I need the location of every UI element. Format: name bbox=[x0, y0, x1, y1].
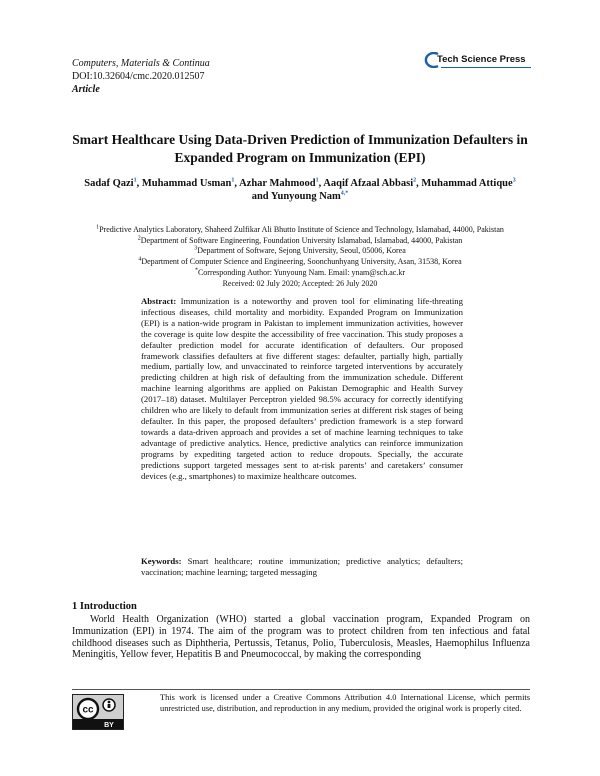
keywords bbox=[141, 556, 463, 578]
affiliation: $^3$Department of Software, Sejong University, Seoul, 05006, Korea bbox=[194, 245, 406, 256]
received-accepted-dates: Received: 02 July 2020; Accepted: 26 July 2020 bbox=[222, 278, 378, 288]
abstract-label: Abstract: bbox=[141, 296, 177, 306]
author: Muhammad Attique$^3$ bbox=[421, 177, 516, 189]
affiliation: $^4$Department of Computer Science and Engineering, Soonchunhyang University, Asan, 31538, Korea bbox=[138, 256, 462, 267]
keywords-text: Smart healthcare; routine immunization; predictive analytics; defaulters; vaccination; machine learning; targeted messaging bbox=[141, 556, 463, 577]
affiliation: $^2$Department of Software Engineering, Foundation University Islamabad, Islamabad, 44000, Pakistan bbox=[137, 235, 463, 245]
creative-commons-icon bbox=[73, 695, 123, 729]
publisher-name: Tech Science Press bbox=[437, 54, 526, 65]
author: Aaqif Afzaal Abbasi$^2$, bbox=[323, 177, 422, 189]
author-list bbox=[70, 177, 530, 203]
author: Azhar Mahmood$^1$, bbox=[239, 177, 324, 189]
publisher-logo bbox=[423, 52, 531, 68]
keywords-label: Keywords: bbox=[141, 556, 182, 566]
journal-name: Computers, Materials & Continua bbox=[72, 58, 210, 69]
article-type: Article bbox=[72, 84, 100, 95]
cc-by-license-badge[interactable] bbox=[72, 694, 124, 730]
license-text: This work is licensed under a Creative Commons Attribution 4.0 International License, which permits unrestricted use, distribution, and reproduction in any medium, provided the original work is properly cited. bbox=[160, 693, 530, 713]
footer-divider bbox=[72, 689, 530, 690]
publisher-underline bbox=[441, 67, 531, 68]
doi[interactable]: DOI:10.32604/cmc.2020.012507 bbox=[72, 71, 205, 82]
section-heading: 1 Introduction bbox=[72, 601, 137, 612]
affiliations bbox=[60, 225, 540, 289]
abstract-text: Immunization is a noteworthy and proven tool for eliminating life-threating infectious diseases, child mortality and morbidity. Expanded Program on Immunization (EPI) is a nation-wide program in Pakistan to implement immunization activities, however the coverage is quite low despite the accessibility of free vaccination. This study proposes a defaulter prediction model for accurate identification of defaulters. Our proposed framework classifies defaulters at five different stages: defaulter, partially high, partially medium, partially low, and unvaccinated to reinforce targeted interventions by accurately predicting children at high risk of defaulting from the immunization schedule. Different machine learning algorithms are applied on Pakistan Demographic and Health Survey (2017–18) dataset. Multilayer Perceptron yielded 98.5% accuracy for correctly identifying children who are likely to default from immunization series at different risk stages of being defaulter. In this paper, the proposed defaulters’ prediction framework is a step forward towards a data-driven approach and provides a set of machine learning techniques to take advantage of predictive analytics. Hence, predictive analytics can reinforce immunization programs by expediting targeted action to reduce dropouts. Specially, the accurate predictions support targeted messages sent to at-risk parents’ and caretakers’ consumer devices (e.g., smartphones) to maximize healthcare outcomes. bbox=[141, 296, 463, 481]
author: and Yunyoung Nam$^{4,*}$ bbox=[251, 190, 349, 202]
cc-by-label: BY bbox=[104, 722, 114, 729]
corresponding-author: *Corresponding Author: Yunyoung Nam. Email: ynam@sch.ac.kr bbox=[194, 267, 406, 277]
abstract bbox=[141, 296, 463, 481]
author: Sadaf Qazi$^1$, bbox=[84, 177, 142, 189]
section-body: World Health Organization (WHO) started a global vaccination program, Expanded Program on Immunization (EPI) in 1974. The aim of the program was to protect children from ten infectious and fatal childhood diseases such as Diphtheria, Pertussis, Tetanus, Polio, Tuberculosis, Measles, Haemophilus Influenza Meningitis, Yellow fever, Hepatitis B and Pneumococcal, by making the corresponding bbox=[72, 614, 530, 661]
affiliation: $^1$Predictive Analytics Laboratory, Shaheed Zulfikar Ali Bhutto Institute of Science and Technology, Islamabad, 44000, Pakistan bbox=[96, 224, 504, 234]
svg-text:cc: cc bbox=[82, 704, 94, 716]
author: Muhammad Usman$^1$, bbox=[141, 177, 240, 189]
paper-title: Smart Healthcare Using Data-Driven Prediction of Immunization Defaulters in Expanded Program on Immunization (EPI) bbox=[72, 132, 528, 165]
